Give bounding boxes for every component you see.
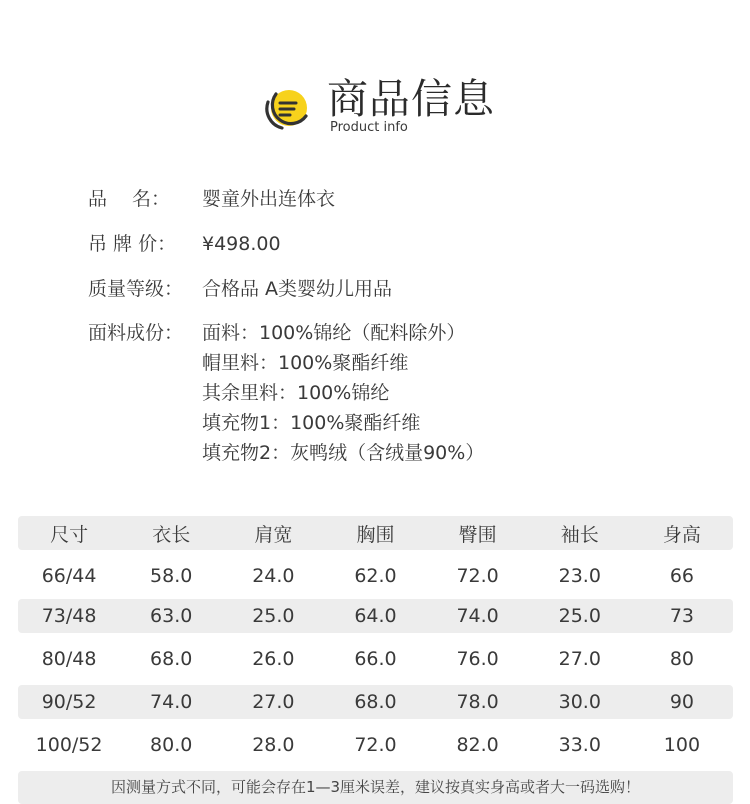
document-badge-icon xyxy=(262,86,314,134)
info-value-line: 帽里料：100%聚酯纤维 xyxy=(202,352,409,374)
info-value-line: 婴童外出连体衣 xyxy=(202,188,336,210)
table-cell: 25.0 xyxy=(252,605,295,627)
info-value xyxy=(202,274,392,304)
table-cell: 26.0 xyxy=(252,648,295,670)
table-cell: 62.0 xyxy=(354,565,397,587)
info-value-line: 合格品 A类婴幼儿用品 xyxy=(202,278,393,300)
table-header-cell: 衣长 xyxy=(152,523,191,546)
table-cell: 30.0 xyxy=(558,691,601,713)
table-cell: 78.0 xyxy=(456,691,499,713)
table-cell: 100/52 xyxy=(35,734,103,756)
table-cell: 58.0 xyxy=(150,565,193,587)
table-cell: 74.0 xyxy=(150,691,193,713)
table-header-cell: 袖长 xyxy=(560,523,599,546)
measurement-note: 因测量方式不同，可能会存在1—3厘米误差，建议按真实身高或者大一码选购！ xyxy=(18,771,733,804)
table-cell: 27.0 xyxy=(252,691,295,713)
table-header-row xyxy=(18,516,733,550)
table-cell: 72.0 xyxy=(354,734,397,756)
table-row xyxy=(18,728,733,762)
table-cell: 66/44 xyxy=(41,565,97,587)
table-cell: 24.0 xyxy=(252,565,295,587)
table-row xyxy=(18,685,733,719)
table-cell: 33.0 xyxy=(558,734,601,756)
table-header-cell: 身高 xyxy=(662,523,701,546)
table-cell: 27.0 xyxy=(558,648,601,670)
table-cell: 68.0 xyxy=(354,691,397,713)
table-cell: 73 xyxy=(669,605,694,627)
table-header-cell: 臀围 xyxy=(458,523,497,546)
table-row xyxy=(18,642,733,676)
info-label: 质量等级： xyxy=(88,278,184,300)
table-cell: 80.0 xyxy=(150,734,193,756)
page-subtitle: Product info xyxy=(330,120,408,135)
table-cell: 80/48 xyxy=(41,648,97,670)
table-cell: 25.0 xyxy=(558,605,601,627)
table-cell: 76.0 xyxy=(456,648,499,670)
table-cell: 66.0 xyxy=(354,648,397,670)
info-value xyxy=(202,229,281,259)
section-header xyxy=(262,74,522,144)
table-row xyxy=(18,599,733,633)
table-cell: 72.0 xyxy=(456,565,499,587)
table-cell: 66 xyxy=(669,565,694,587)
table-cell: 63.0 xyxy=(150,605,193,627)
info-label: 吊 牌 价： xyxy=(88,233,177,255)
table-cell: 80 xyxy=(669,648,694,670)
info-value-line: 填充物2：灰鸭绒（含绒量90%） xyxy=(202,442,485,464)
table-cell: 68.0 xyxy=(150,648,193,670)
table-header-cell: 尺寸 xyxy=(50,523,89,546)
table-cell: 23.0 xyxy=(558,565,601,587)
table-cell: 64.0 xyxy=(354,605,397,627)
table-cell: 82.0 xyxy=(456,734,499,756)
page-title: 商品信息 xyxy=(327,75,495,123)
table-cell: 90 xyxy=(669,691,694,713)
table-header-cell: 胸围 xyxy=(356,523,395,546)
table-cell: 100 xyxy=(663,734,701,756)
table-header-cell: 肩宽 xyxy=(254,523,293,546)
info-value-line: ¥498.00 xyxy=(202,233,281,255)
table-cell: 74.0 xyxy=(456,605,499,627)
table-row xyxy=(18,559,733,593)
table-cell: 28.0 xyxy=(252,734,295,756)
table-cell: 90/52 xyxy=(41,691,97,713)
info-value-line: 面料：100%锦纶（配料除外） xyxy=(202,322,466,344)
info-value-line: 其余里料：100%锦纶 xyxy=(202,382,390,404)
info-value xyxy=(202,184,335,214)
table-cell: 73/48 xyxy=(41,605,97,627)
info-label: 品 名： xyxy=(88,188,171,210)
info-value xyxy=(202,318,484,468)
info-label: 面料成份： xyxy=(88,322,184,344)
info-value-line: 填充物1：100%聚酯纤维 xyxy=(202,412,421,434)
